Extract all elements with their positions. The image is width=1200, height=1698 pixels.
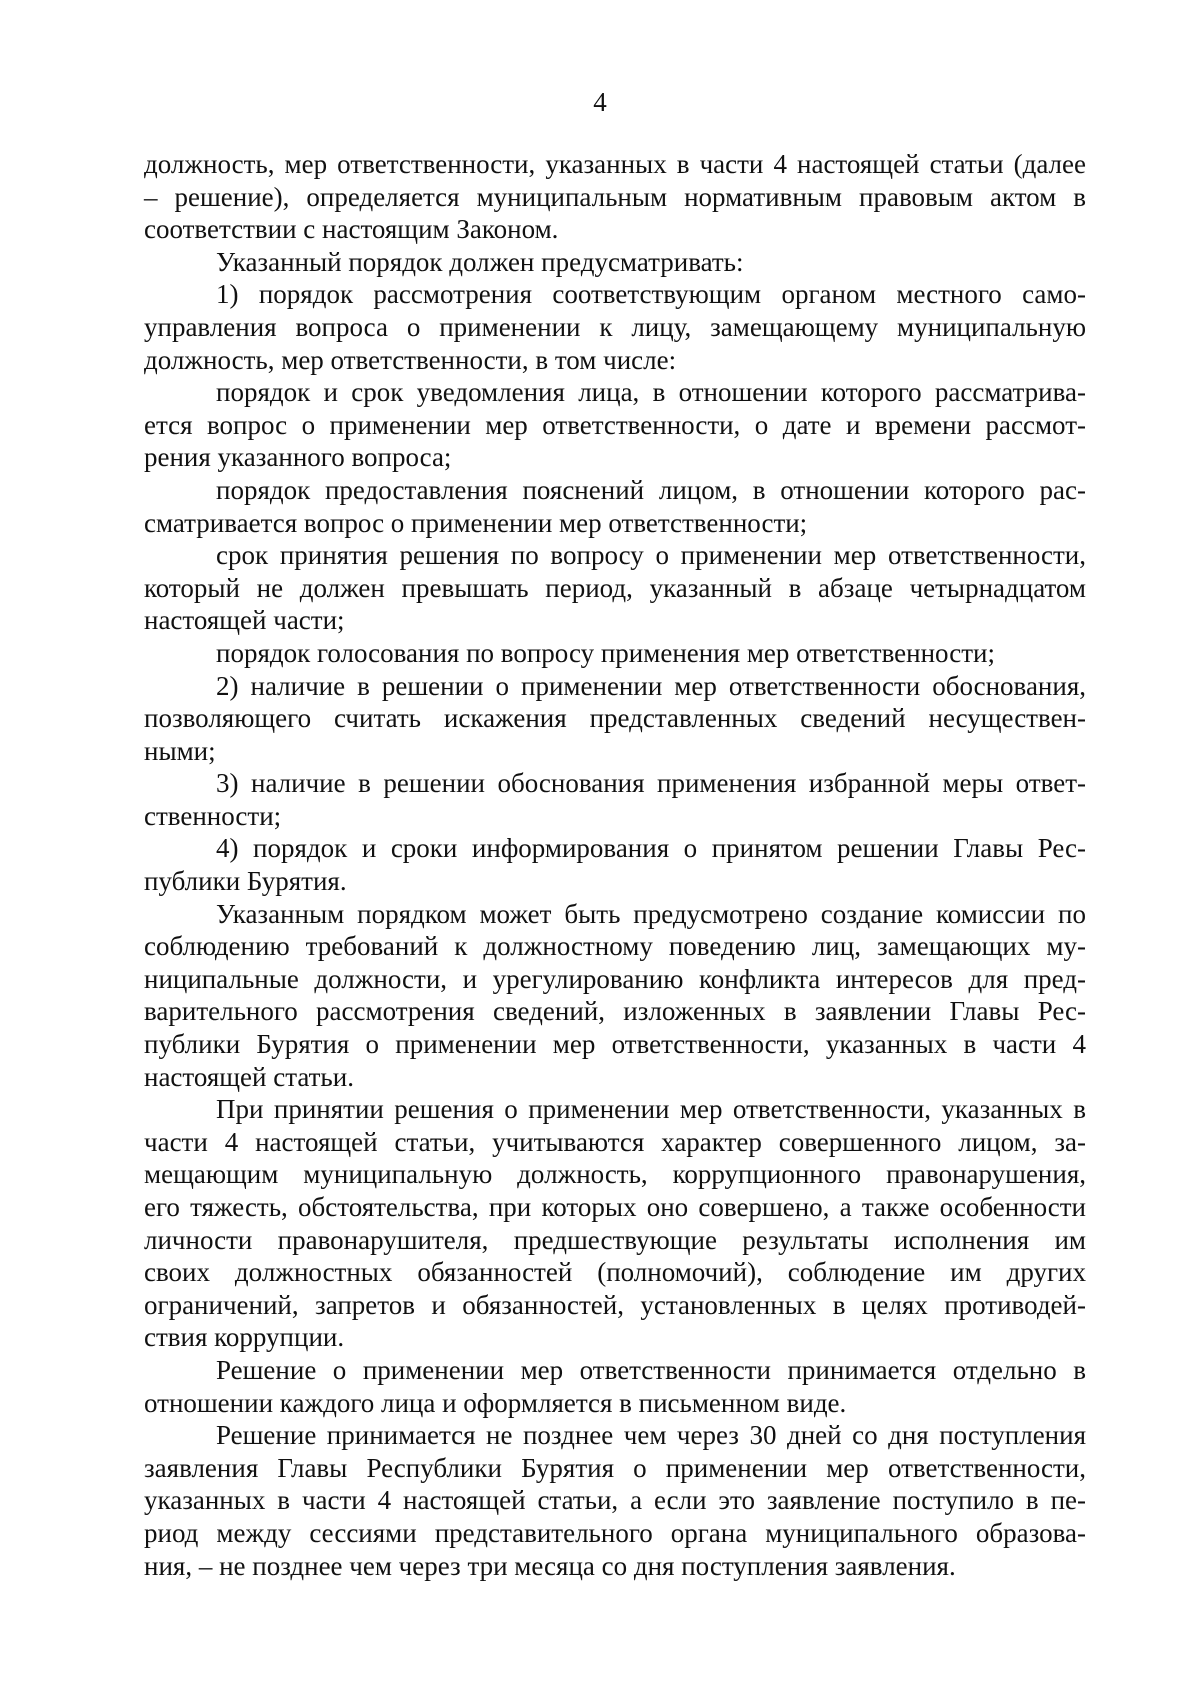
text-line: личности правонарушителя, предшествующие результаты исполнения им	[144, 1224, 1086, 1255]
text-line: который не должен превышать период, указанный в абзаце четырнадцатом	[144, 572, 1086, 603]
text-line: риод между сессиями представительного органа муниципального образова-	[144, 1517, 1086, 1548]
text-line: позволяющего считать искажения представленных сведений несуществен-	[144, 703, 1086, 734]
text-line: ограничений, запретов и обязанностей, установленных в целях противодей-	[144, 1289, 1086, 1320]
text-line: ется вопрос о применении мер ответственности, о дате и времени рассмот-	[144, 409, 1086, 440]
text-line: настоящей статьи.	[144, 1061, 354, 1092]
text-line: части 4 настоящей статьи, учитываются характер совершенного лицом, за-	[144, 1126, 1086, 1157]
text-line: порядок и срок уведомления лица, в отношении которого рассматрива-	[216, 377, 1086, 408]
text-line: При принятии решения о применении мер ответственности, указанных в	[216, 1094, 1086, 1125]
text-line: ствия коррупции.	[144, 1322, 345, 1353]
text-line: должность, мер ответственности, в том числе:	[144, 344, 677, 375]
text-line: ственности;	[144, 800, 282, 831]
text-line: должность, мер ответственности, указанных в части 4 настоящей статьи (далее	[144, 149, 1086, 179]
text-line: публики Бурятия о применении мер ответственности, указанных в части 4	[144, 1029, 1086, 1060]
text-line: порядок предоставления пояснений лицом, в отношении которого рас-	[216, 474, 1086, 505]
text-line: рения указанного вопроса;	[144, 442, 452, 473]
text-line: порядок голосования по вопросу применения мер ответственности;	[216, 637, 995, 668]
page-number: 4	[593, 87, 607, 117]
text-line: ными;	[144, 735, 216, 766]
text-line: 2) наличие в решении о применении мер ответственности обоснования,	[216, 670, 1086, 701]
text-line: Указанным порядком может быть предусмотрено создание комиссии по	[216, 898, 1086, 929]
text-line: 4) порядок и сроки информирования о принятом решении Главы Рес-	[216, 833, 1086, 864]
text-line: своих должностных обязанностей (полномочий), соблюдение им других	[144, 1257, 1086, 1288]
text-line: сматривается вопрос о применении мер ответственности;	[144, 507, 808, 538]
text-line: варительного рассмотрения сведений, изложенных в заявлении Главы Рес-	[144, 996, 1086, 1027]
text-line: ниципальные должности, и урегулированию конфликта интересов для пред-	[144, 963, 1086, 994]
text-line: 3) наличие в решении обоснования применения избранной меры ответ-	[216, 768, 1086, 799]
text-line: отношении каждого лица и оформляется в письменном виде.	[144, 1387, 847, 1418]
text-line: – решение), определяется муниципальным нормативным правовым актом в	[144, 181, 1086, 212]
text-line: срок принятия решения по вопросу о применении мер ответственности,	[216, 540, 1086, 571]
text-line: публики Бурятия.	[144, 866, 347, 897]
text-line: его тяжесть, обстоятельства, при которых оно совершено, а также особенности	[144, 1192, 1086, 1222]
text-line: указанных в части 4 настоящей статьи, а если это заявление поступило в пе-	[144, 1485, 1086, 1516]
text-line: ния, – не позднее чем через три месяца со дня поступления заявления.	[144, 1550, 956, 1581]
text-line: соблюдению требований к должностному поведению лиц, замещающих му-	[144, 931, 1086, 962]
text-line: управления вопроса о применении к лицу, замещающему муниципальную	[144, 311, 1086, 342]
body-text	[144, 148, 1086, 1582]
text-line: настоящей части;	[144, 605, 345, 636]
text-line: мещающим муниципальную должность, коррупционного правонарушения,	[144, 1159, 1086, 1190]
text-line: Указанный порядок должен предусматривать:	[216, 246, 744, 277]
text-line: соответствии с настоящим Законом.	[144, 214, 559, 245]
text-line: Решение принимается не позднее чем через 30 дней со дня поступления	[216, 1420, 1086, 1451]
text-line: 1) порядок рассмотрения соответствующим органом местного само-	[216, 279, 1086, 310]
text-line: Решение о применении мер ответственности принимается отдельно в	[216, 1354, 1086, 1385]
text-line: заявления Главы Республики Бурятия о применении мер ответственности,	[144, 1452, 1086, 1483]
